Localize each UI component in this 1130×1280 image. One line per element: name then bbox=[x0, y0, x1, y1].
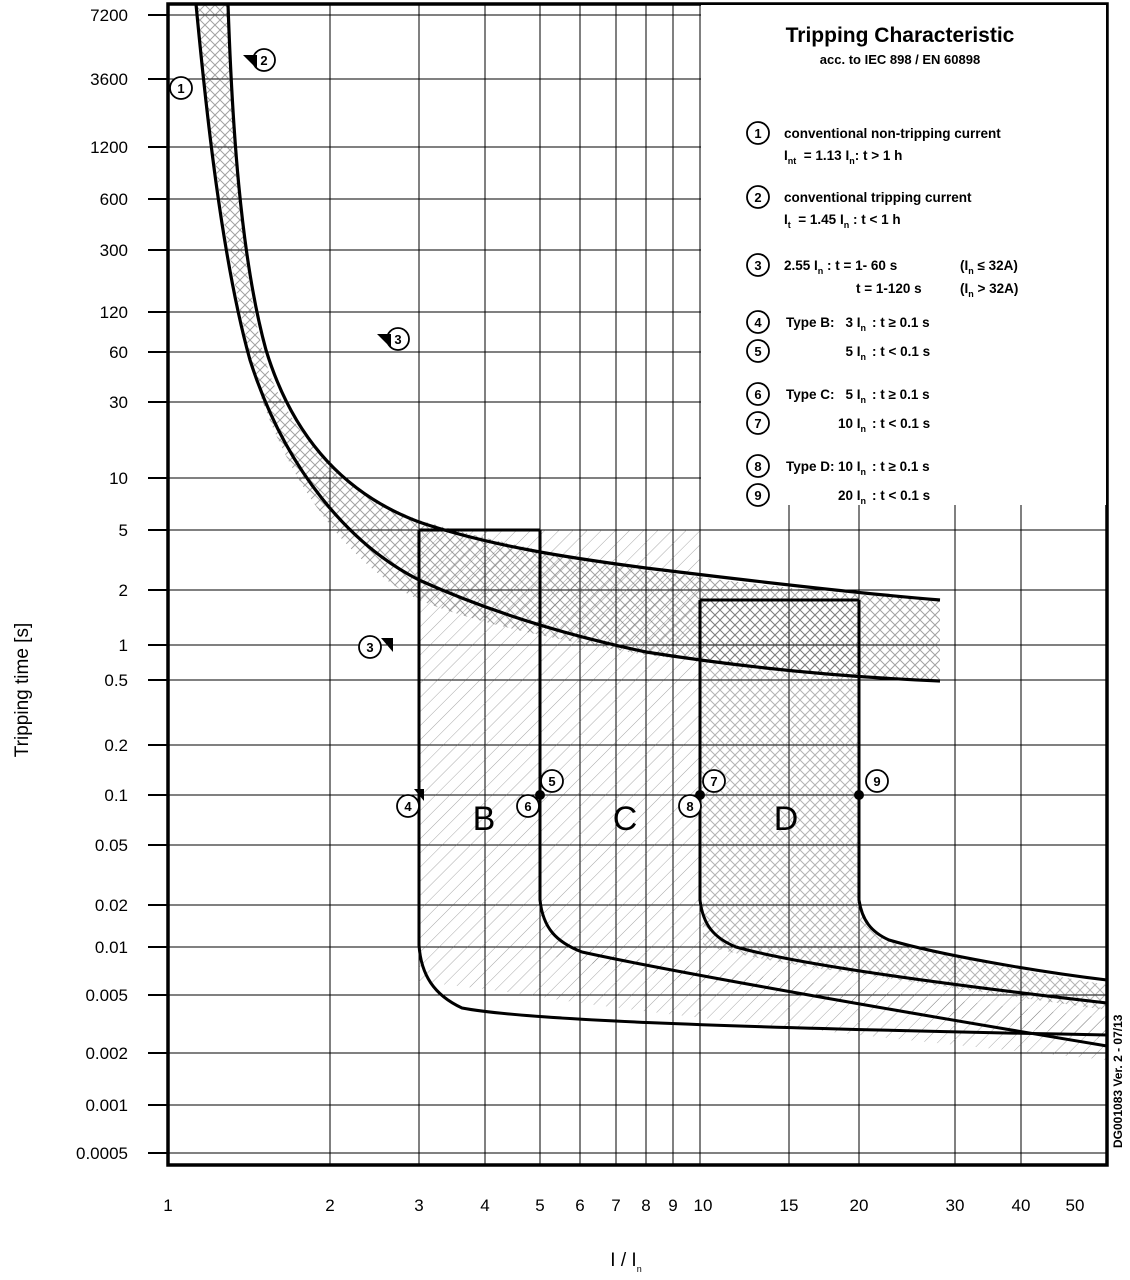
legend-mult-5: 5 $I_n$ bbox=[845, 344, 866, 362]
x-tick: 4 bbox=[480, 1196, 490, 1215]
svg-text:3: 3 bbox=[366, 640, 374, 655]
zone-label-b: B bbox=[472, 800, 496, 838]
y-tick: 30 bbox=[109, 393, 128, 412]
legend-text-3a-paren: $(I_n \le 32A)$ bbox=[960, 258, 1018, 276]
callout-6 bbox=[517, 795, 539, 817]
legend-cond-5: : t < 0.1 s bbox=[872, 344, 931, 359]
svg-text:2: 2 bbox=[260, 53, 268, 68]
svg-text:1: 1 bbox=[177, 81, 185, 96]
legend-mult-4: 3 $I_n$ bbox=[845, 315, 866, 333]
x-tick: 7 bbox=[611, 1196, 621, 1215]
legend-mult-9: 20 $I_n$ bbox=[837, 488, 866, 506]
y-tick: 300 bbox=[99, 241, 128, 260]
x-tick: 50 bbox=[1065, 1196, 1085, 1215]
legend-text-3b: t = 1-120 s bbox=[856, 281, 922, 296]
legend-type-6: Type C: bbox=[786, 387, 835, 402]
y-tick: 60 bbox=[109, 343, 128, 362]
legend-mult-6: 5 $I_n$ bbox=[845, 387, 866, 405]
legend-text-1b: $I_{nt} = 1.13$ $I_n$: t > 1 h bbox=[784, 148, 903, 166]
y-axis-title-text: Tripping time [s] bbox=[12, 622, 33, 758]
y-tick: 0.0005 bbox=[76, 1144, 128, 1163]
x-axis-title-text: I / $I_n$ bbox=[610, 1250, 642, 1274]
legend-type-8: Type D: bbox=[786, 459, 835, 474]
y-tick: 0.05 bbox=[94, 836, 128, 855]
legend-cond-4: : t ≥ 0.1 s bbox=[872, 315, 930, 330]
svg-text:4: 4 bbox=[754, 315, 762, 330]
svg-text:5: 5 bbox=[754, 344, 762, 359]
svg-text:6: 6 bbox=[524, 799, 532, 814]
legend-cond-6: : t ≥ 0.1 s bbox=[872, 387, 930, 402]
legend-subtitle: acc. to IEC 898 / EN 60898 bbox=[819, 52, 981, 67]
legend-text-3a: 2.55 $I_n$ : t = 1- 60 s bbox=[784, 258, 898, 276]
svg-text:9: 9 bbox=[754, 488, 762, 503]
legend-panel bbox=[701, 5, 1106, 506]
svg-text:4: 4 bbox=[404, 799, 412, 814]
legend-text-2a: conventional tripping current bbox=[784, 190, 972, 205]
y-tick: 0.001 bbox=[85, 1096, 128, 1115]
x-axis-title bbox=[610, 1250, 641, 1274]
legend-mult-8: 10 $I_n$ bbox=[837, 459, 866, 477]
legend-cond-9: : t < 0.1 s bbox=[872, 488, 931, 503]
legend-mult-7: 10 $I_n$ bbox=[837, 416, 866, 434]
y-tick: 1 bbox=[118, 636, 128, 655]
y-tick: 1200 bbox=[90, 138, 128, 157]
svg-text:3: 3 bbox=[394, 332, 402, 347]
svg-text:7: 7 bbox=[710, 774, 718, 789]
y-tick: 2 bbox=[118, 581, 128, 600]
y-tick: 0.02 bbox=[94, 896, 128, 915]
x-tick: 2 bbox=[325, 1196, 335, 1215]
y-tick: 10 bbox=[109, 469, 128, 488]
y-tick: 0.005 bbox=[85, 986, 128, 1005]
x-tick: 8 bbox=[641, 1196, 651, 1215]
y-tick: 0.2 bbox=[104, 736, 128, 755]
x-tick: 10 bbox=[693, 1196, 713, 1215]
svg-text:1: 1 bbox=[754, 126, 762, 141]
svg-text:3: 3 bbox=[754, 258, 762, 273]
zone-label-d: D bbox=[773, 800, 799, 838]
x-tick: 20 bbox=[849, 1196, 869, 1215]
x-tick: 3 bbox=[414, 1196, 424, 1215]
callout-8 bbox=[679, 795, 701, 817]
y-tick: 3600 bbox=[90, 70, 128, 89]
x-tick: 5 bbox=[535, 1196, 545, 1215]
svg-text:2: 2 bbox=[754, 190, 762, 205]
y-tick: 0.01 bbox=[94, 938, 128, 957]
x-tick: 40 bbox=[1011, 1196, 1031, 1215]
x-tick: 9 bbox=[668, 1196, 678, 1215]
x-tick-labels bbox=[163, 1196, 1084, 1215]
y-tick: 0.1 bbox=[104, 786, 128, 805]
svg-text:8: 8 bbox=[686, 799, 694, 814]
callout-1 bbox=[170, 77, 192, 99]
y-tick: 120 bbox=[99, 303, 128, 322]
x-tick: 1 bbox=[163, 1196, 173, 1215]
legend-text-1a: conventional non-tripping current bbox=[784, 126, 1001, 141]
legend-cond-8: : t ≥ 0.1 s bbox=[872, 459, 930, 474]
y-tick: 0.5 bbox=[104, 671, 128, 690]
y-tick: 5 bbox=[118, 521, 128, 540]
svg-text:9: 9 bbox=[873, 774, 881, 789]
y-tick: 600 bbox=[99, 190, 128, 209]
legend-cond-7: : t < 0.1 s bbox=[872, 416, 931, 431]
y-tick: 0.002 bbox=[85, 1044, 128, 1063]
svg-text:6: 6 bbox=[754, 387, 762, 402]
x-tick: 30 bbox=[945, 1196, 965, 1215]
y-tick: 7200 bbox=[90, 6, 128, 25]
y-axis-title bbox=[12, 623, 33, 757]
y-tick-labels bbox=[76, 6, 128, 1163]
legend-type-4: Type B: bbox=[786, 315, 835, 330]
legend-text-3b-paren: $(I_n > 32A)$ bbox=[960, 281, 1019, 299]
svg-text:7: 7 bbox=[754, 416, 762, 431]
legend-title: Tripping Characteristic bbox=[785, 24, 1015, 47]
zone-label-c: C bbox=[612, 800, 638, 838]
svg-text:8: 8 bbox=[754, 459, 762, 474]
x-tick: 6 bbox=[575, 1196, 585, 1215]
document-code: DG001083 Ver. 2 - 07/13 bbox=[1111, 1014, 1125, 1148]
x-tick: 15 bbox=[779, 1196, 799, 1215]
legend-text-2b: $I_t = 1.45$ $I_n$ : t < 1 h bbox=[784, 212, 901, 230]
y-tick-marks bbox=[148, 15, 168, 1153]
svg-text:5: 5 bbox=[548, 774, 556, 789]
